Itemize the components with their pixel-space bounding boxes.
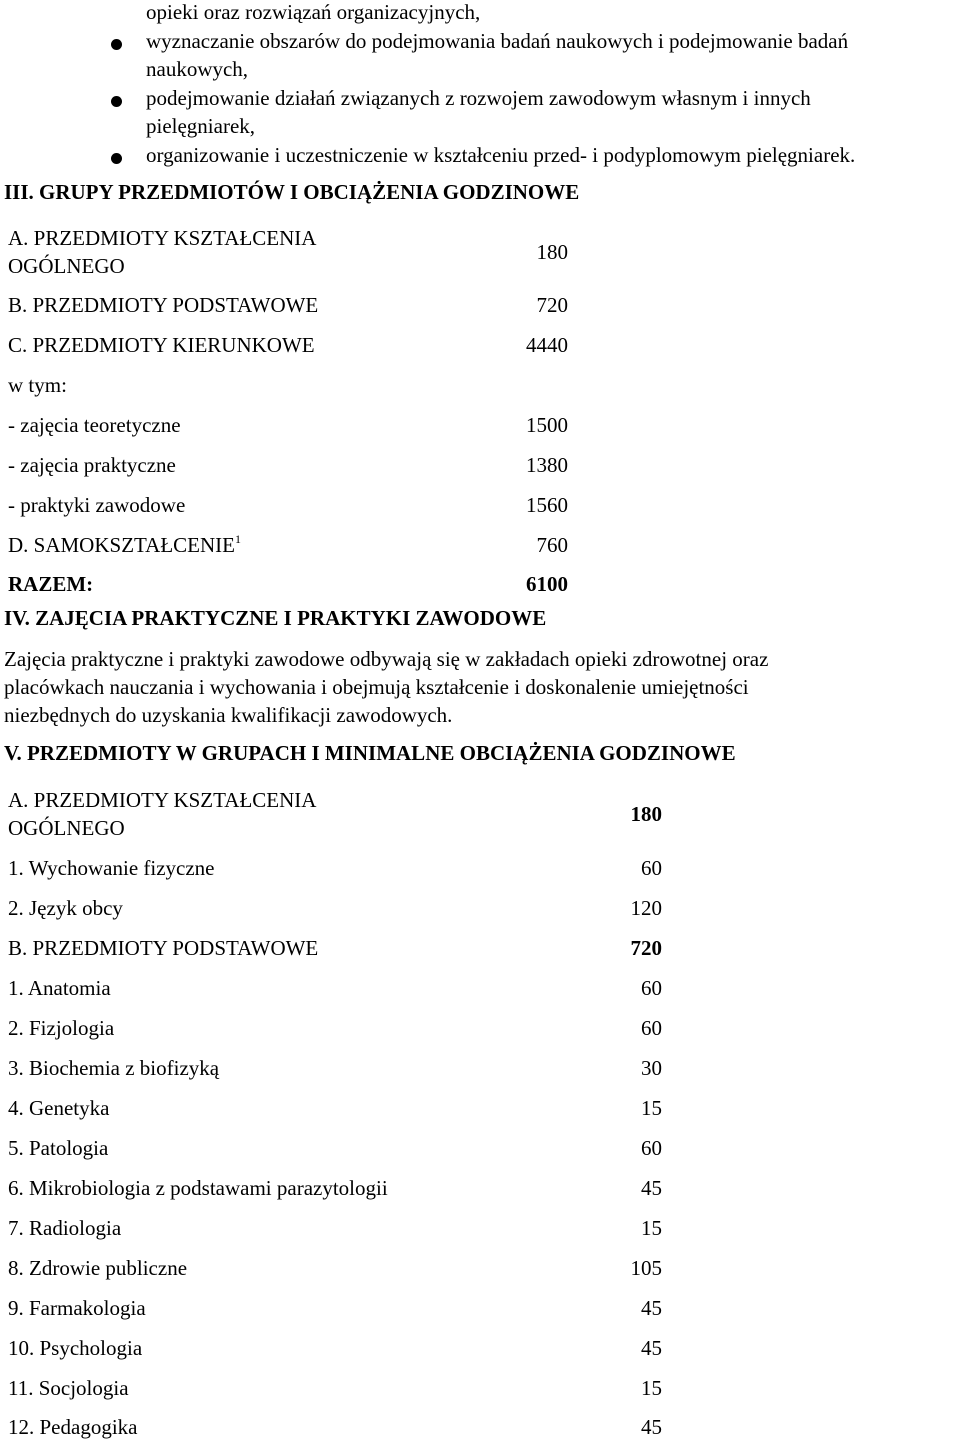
s3-a-value: 180 bbox=[536, 240, 568, 264]
s3-d-label bbox=[8, 532, 241, 557]
s5-a-item-value: 60 bbox=[641, 856, 662, 880]
section-4-paragraph-line2: placówkach nauczania i wychowania i obejmują kształcenie i doskonalenie umiejętności bbox=[4, 675, 749, 699]
s5-b-item-value: 45 bbox=[641, 1415, 662, 1439]
s5-a-item-label: 2. Język obcy bbox=[8, 896, 123, 920]
s3-sub-label: - zajęcia praktyczne bbox=[8, 453, 176, 477]
s5-b-item-label: 3. Biochemia z biofizyką bbox=[8, 1056, 220, 1080]
s3-a-label-line2: OGÓLNEGO bbox=[8, 254, 125, 278]
s3-a-label-line1: A. PRZEDMIOTY KSZTAŁCENIA bbox=[8, 226, 317, 250]
section-5-heading: V. PRZEDMIOTY W GRUPACH I MINIMALNE OBCIĄŻENIA GODZINOWE bbox=[4, 741, 736, 765]
bullet-item-2-line1: podejmowanie działań związanych z rozwojem zawodowym własnym i innych bbox=[146, 86, 811, 110]
bullet-item-3-line1: organizowanie i uczestniczenie w kształceniu przed- i podyplomowym pielęgniarek. bbox=[146, 143, 856, 167]
s3-sub-value: 1500 bbox=[526, 413, 568, 437]
s5-b-item-label: 6. Mikrobiologia z podstawami parazytologii bbox=[8, 1176, 388, 1200]
s5-a-label-line1: A. PRZEDMIOTY KSZTAŁCENIA bbox=[8, 788, 317, 812]
s5-b-item-value: 45 bbox=[641, 1296, 662, 1320]
s5-b-item-label: 7. Radiologia bbox=[8, 1216, 122, 1240]
s3-wtym-label: w tym: bbox=[8, 373, 67, 397]
s3-total-value: 6100 bbox=[526, 572, 568, 596]
s5-a-item-value: 120 bbox=[630, 896, 662, 920]
s5-b-item-value: 60 bbox=[641, 1136, 662, 1160]
bullet-item-1-line1: wyznaczanie obszarów do podejmowania badań naukowych i podejmowanie badań bbox=[146, 29, 849, 53]
s3-c-label: C. PRZEDMIOTY KIERUNKOWE bbox=[8, 333, 315, 357]
s5-b-item-value: 60 bbox=[641, 1016, 662, 1040]
s5-b-item-value: 105 bbox=[630, 1256, 662, 1280]
s5-b-value: 720 bbox=[630, 936, 662, 960]
s5-b-item-value: 15 bbox=[641, 1096, 662, 1120]
s5-b-item-value: 15 bbox=[641, 1376, 662, 1400]
s5-b-label: B. PRZEDMIOTY PODSTAWOWE bbox=[8, 936, 319, 960]
bullet-item-1-line2: naukowych, bbox=[146, 57, 249, 81]
s5-b-item-label: 11. Socjologia bbox=[8, 1376, 129, 1400]
s5-b-item-value: 60 bbox=[641, 976, 662, 1000]
s3-sub-label: - zajęcia teoretyczne bbox=[8, 413, 181, 437]
s5-b-item-label: 4. Genetyka bbox=[8, 1096, 110, 1120]
s5-a-value: 180 bbox=[630, 802, 662, 826]
s3-total-label: RAZEM: bbox=[8, 572, 94, 596]
s5-b-item-label: 1. Anatomia bbox=[8, 976, 111, 1000]
s5-b-item-value: 15 bbox=[641, 1216, 662, 1240]
bullet-icon bbox=[111, 153, 122, 164]
s5-b-item-label: 12. Pedagogika bbox=[8, 1415, 138, 1439]
s5-b-item-value: 30 bbox=[641, 1056, 662, 1080]
s5-b-item-label: 9. Farmakologia bbox=[8, 1296, 146, 1320]
s3-c-value: 4440 bbox=[526, 333, 568, 357]
section-4-heading: IV. ZAJĘCIA PRAKTYCZNE I PRAKTYKI ZAWODOWE bbox=[4, 606, 547, 630]
bullet-item-2-line2: pielęgniarek, bbox=[146, 114, 256, 138]
s3-d-label-text: D. SAMOKSZTAŁCENIE bbox=[8, 533, 235, 557]
s5-b-item-label: 8. Zdrowie publiczne bbox=[8, 1256, 188, 1280]
s5-a-item-label: 1. Wychowanie fizyczne bbox=[8, 856, 215, 880]
section-4-paragraph-line3: niezbędnych do uzyskania kwalifikacji zawodowych. bbox=[4, 703, 453, 727]
s3-d-value: 760 bbox=[536, 533, 568, 557]
s3-b-label: B. PRZEDMIOTY PODSTAWOWE bbox=[8, 293, 319, 317]
s5-b-item-value: 45 bbox=[641, 1336, 662, 1360]
s3-b-value: 720 bbox=[536, 293, 568, 317]
s5-b-item-label: 2. Fizjologia bbox=[8, 1016, 115, 1040]
s3-sub-value: 1380 bbox=[526, 453, 568, 477]
s5-b-item-label: 5. Patologia bbox=[8, 1136, 109, 1160]
section-4-paragraph-line1: Zajęcia praktyczne i praktyki zawodowe odbywają się w zakładach opieki zdrowotnej oraz bbox=[4, 647, 769, 671]
footnote-marker: 1 bbox=[234, 532, 241, 546]
s5-a-label-line2: OGÓLNEGO bbox=[8, 816, 125, 840]
bullet-continuation-line: opieki oraz rozwiązań organizacyjnych, bbox=[146, 0, 481, 24]
s3-sub-label: - praktyki zawodowe bbox=[8, 493, 186, 517]
bullet-icon bbox=[111, 39, 122, 50]
bullet-icon bbox=[111, 96, 122, 107]
s5-b-item-label: 10. Psychologia bbox=[8, 1336, 143, 1360]
section-3-heading: III. GRUPY PRZEDMIOTÓW I OBCIĄŻENIA GODZINOWE bbox=[4, 180, 580, 204]
s5-b-item-value: 45 bbox=[641, 1176, 662, 1200]
s3-sub-value: 1560 bbox=[526, 493, 568, 517]
